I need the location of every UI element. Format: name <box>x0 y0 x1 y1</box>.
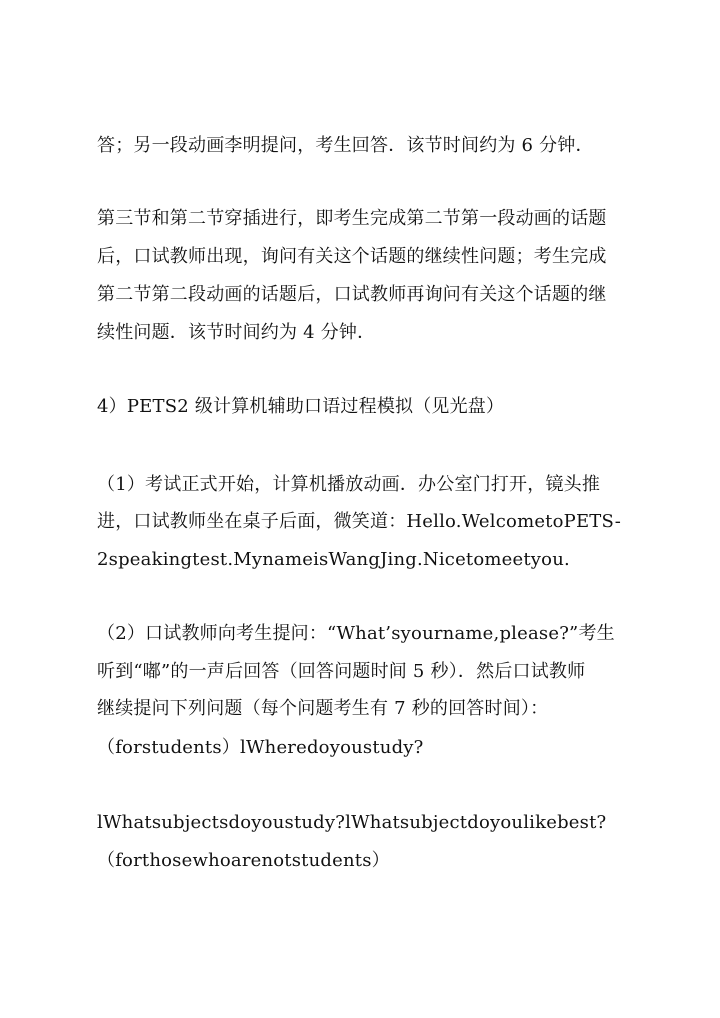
questions-line-1: lWhatsubjectsdoyoustudy?lWhatsubjectdoyoulikebest? <box>97 812 607 833</box>
paragraph-2-line-4: 续性问题．该节时间约为 4 分钟． <box>97 322 376 343</box>
paragraph-2-line-1: 第三节和第二节穿插进行，即考生完成第二节第一段动画的话题 <box>97 208 607 229</box>
paragraph-2-line-3: 第二节第二段动画的话题后，口试教师再询问有关这个话题的继 <box>97 284 607 305</box>
step-2-line-1: （2）口试教师向考生提问：“What’syourname,please?”考生 <box>97 623 615 644</box>
step-1-line-2: 进，口试教师坐在桌子后面，微笑道：Hello.WelcometoPETS- <box>97 511 621 532</box>
step-1-line-1: （1）考试正式开始，计算机播放动画．办公室门打开，镜头推 <box>97 474 601 495</box>
step-2-line-3: 继续提问下列问题（每个问题考生有 7 秒的回答时间）： <box>97 698 549 719</box>
section-heading-4: 4）PETS2 级计算机辅助口语过程模拟（见光盘） <box>97 396 505 417</box>
paragraph-1-line-1: 答；另一段动画李明提问，考生回答．该节时间约为 6 分钟． <box>97 135 594 156</box>
step-2-line-2: 听到“嘟”的一声后回答（回答问题时间 5 秒）．然后口试教师 <box>97 661 586 682</box>
questions-line-2: （forthosewhoarenotstudents） <box>97 850 390 871</box>
step-1-line-3: 2speakingtest.MynameisWangJing.Nicetomeetyou. <box>97 549 570 570</box>
step-2-line-4: （forstudents）lWheredoyoustudy? <box>97 737 424 758</box>
paragraph-2-line-2: 后，口试教师出现，询问有关这个话题的继续性问题；考生完成 <box>97 246 607 267</box>
